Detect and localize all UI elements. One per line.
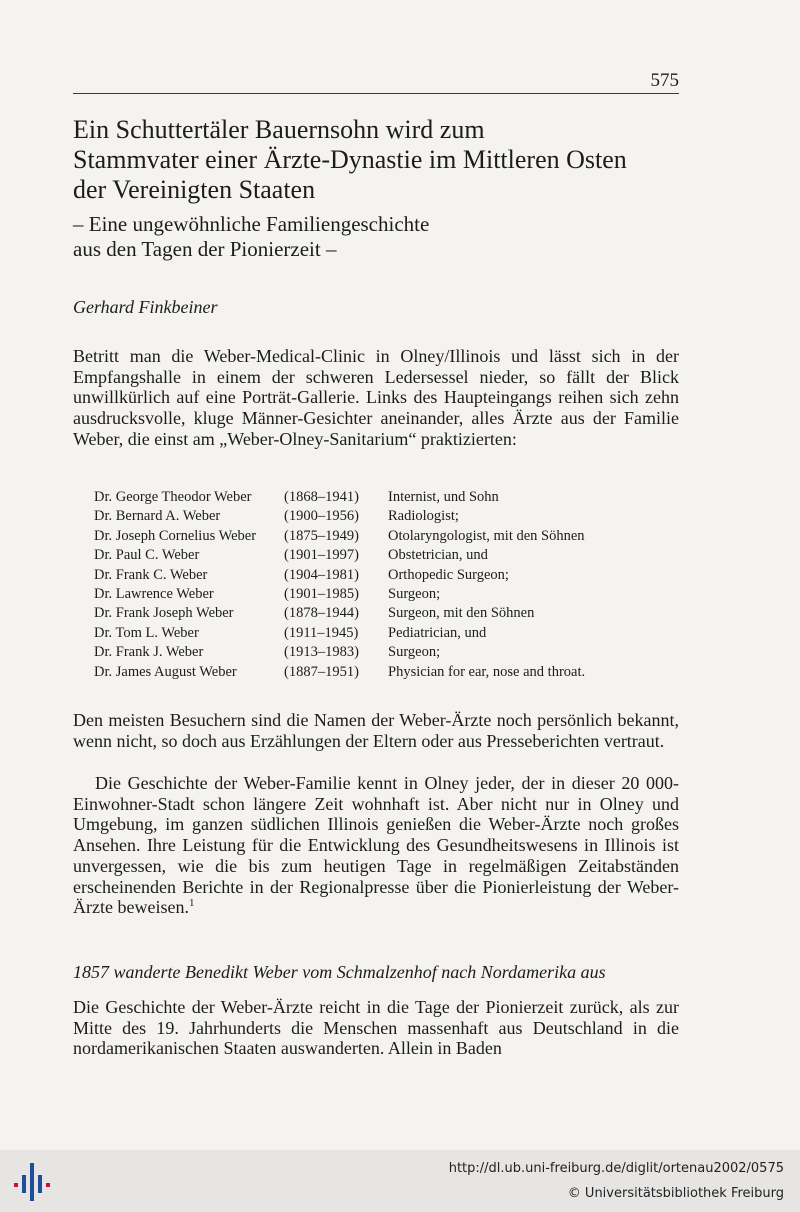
doctor-years: (1901–1985) (284, 585, 359, 602)
source-url-link[interactable]: http://dl.ub.uni-freiburg.de/diglit/ortenau2002/0575 (448, 1161, 784, 1176)
doctor-name: Dr. Tom L. Weber (94, 624, 199, 641)
doctor-role: Surgeon, mit den Söhnen (388, 605, 535, 622)
doctor-name: Dr. James August Weber (94, 663, 237, 680)
subtitle-line: – Eine ungewöhnliche Familiengeschichte (73, 212, 430, 236)
doctor-years: (1900–1956) (284, 508, 359, 525)
doctor-role: Obstetrician, und (388, 547, 488, 564)
doctor-role: Internist, und Sohn (388, 489, 499, 505)
doctor-name: Dr. Bernard A. Weber (94, 508, 221, 525)
doctor-years: (1913–1983) (284, 644, 359, 661)
doctor-years: (1878–1944) (284, 605, 359, 622)
article-title (73, 115, 713, 205)
doctor-name: Dr. Lawrence Weber (94, 585, 214, 602)
doctor-years: (1887–1951) (284, 663, 359, 680)
doctor-name: Dr. George Theodor Weber (94, 489, 252, 505)
title-line: der Vereinigten Staaten (73, 175, 316, 204)
doctor-name: Dr. Frank J. Weber (94, 644, 204, 661)
doctor-role: Physician for ear, nose and throat. (388, 663, 586, 680)
doctor-row (94, 605, 585, 624)
intro-paragraph: Betritt man die Weber-Medical-Clinic in Olney/Illinois und lässt sich in der Empfangshalle in einem der schweren Ledersessel nieder, so fällt der Blick unwillkürlich auf eine Porträt-Gallerie. Links des Haupteingangs reihen sich zehn ausdrucksvolle, kluge Männer-Gesichter aneinander, alles Ärzte aus der Familie Weber, die einst am „Weber-Olney-Sanitarium“ praktizierten: (73, 346, 679, 449)
header-rule (73, 93, 679, 94)
doctor-row (94, 489, 585, 508)
doctor-years: (1904–1981) (284, 566, 359, 583)
doctor-row (94, 586, 585, 605)
doctor-name: Dr. Joseph Cornelius Weber (94, 527, 257, 544)
title-line: Ein Schuttertäler Bauernsohn wird zum (73, 115, 485, 144)
doctor-years: (1875–1949) (284, 527, 359, 544)
doctor-years: (1901–1997) (284, 547, 359, 564)
copyright-notice: © Universitätsbibliothek Freiburg (567, 1186, 784, 1201)
doctor-row (94, 528, 585, 547)
footnote-marker[interactable]: 1 (188, 897, 195, 910)
doctor-role: Orthopedic Surgeon; (388, 566, 509, 583)
doctor-row (94, 644, 585, 663)
title-line: Stammvater einer Ärzte-Dynastie im Mittleren Osten (73, 145, 627, 174)
doctor-row (94, 664, 585, 683)
section-heading: 1857 wanderte Benedikt Weber vom Schmalzenhof nach Nordamerika aus (73, 962, 606, 982)
doctor-years: (1868–1941) (284, 489, 359, 505)
subtitle-line: aus den Tagen der Pionierzeit – (73, 237, 337, 261)
author-name: Gerhard Finkbeiner (73, 297, 218, 317)
page-number: 575 (650, 70, 679, 91)
doctor-row (94, 567, 585, 586)
visitors-paragraph: Den meisten Besuchern sind die Namen der Weber-Ärzte noch persönlich bekannt, wenn nicht, so doch aus Erzählungen der Eltern oder aus Presseberichten vertraut. (73, 710, 679, 751)
history-text: Die Geschichte der Weber-Familie kennt in Olney jeder, der in dieser 20 000-Einwohner-Stadt schon längere Zeit wohnhaft ist. Aber nicht nur in Olney und Umgebung, im ganzen südlichen Illinois genießen die Weber-Ärzte noch großes Ansehen. Ihre Leistung für die Entwicklung des Gesundheitswesens in Illinois ist unvergessen, wie die bis zum heutigen Tage in regelmäßigen Zeitabständen erscheinenden Berichte in der Regionalpresse über die Pionierleistung der Weber-Ärzte beweisen. (73, 773, 679, 918)
ub-freiburg-logo-icon[interactable] (12, 1161, 52, 1203)
footer-bar (0, 1150, 800, 1212)
doctor-name: Dr. Frank C. Weber (94, 566, 208, 583)
doctor-role: Surgeon; (388, 644, 441, 661)
article-subtitle (73, 212, 673, 262)
doctors-table (94, 489, 585, 683)
doctor-name: Dr. Paul C. Weber (94, 547, 200, 564)
doctor-role: Surgeon; (388, 585, 441, 602)
doctor-row (94, 547, 585, 566)
doctor-row (94, 508, 585, 527)
doctor-role: Radiologist; (388, 508, 459, 525)
doctor-row (94, 625, 585, 644)
pioneer-paragraph: Die Geschichte der Weber-Ärzte reicht in die Tage der Pionierzeit zurück, als zur Mitte des 19. Jahrhunderts die Menschen massenhaft aus Deutschland in die nordamerikanischen Staaten auswanderten. Allein in Baden (73, 997, 679, 1059)
history-paragraph (73, 773, 679, 918)
doctor-role: Pediatrician, und (388, 624, 487, 641)
doctor-name: Dr. Frank Joseph Weber (94, 605, 234, 622)
doctor-role: Otolaryngologist, mit den Söhnen (388, 527, 585, 544)
doctor-years: (1911–1945) (284, 624, 359, 641)
